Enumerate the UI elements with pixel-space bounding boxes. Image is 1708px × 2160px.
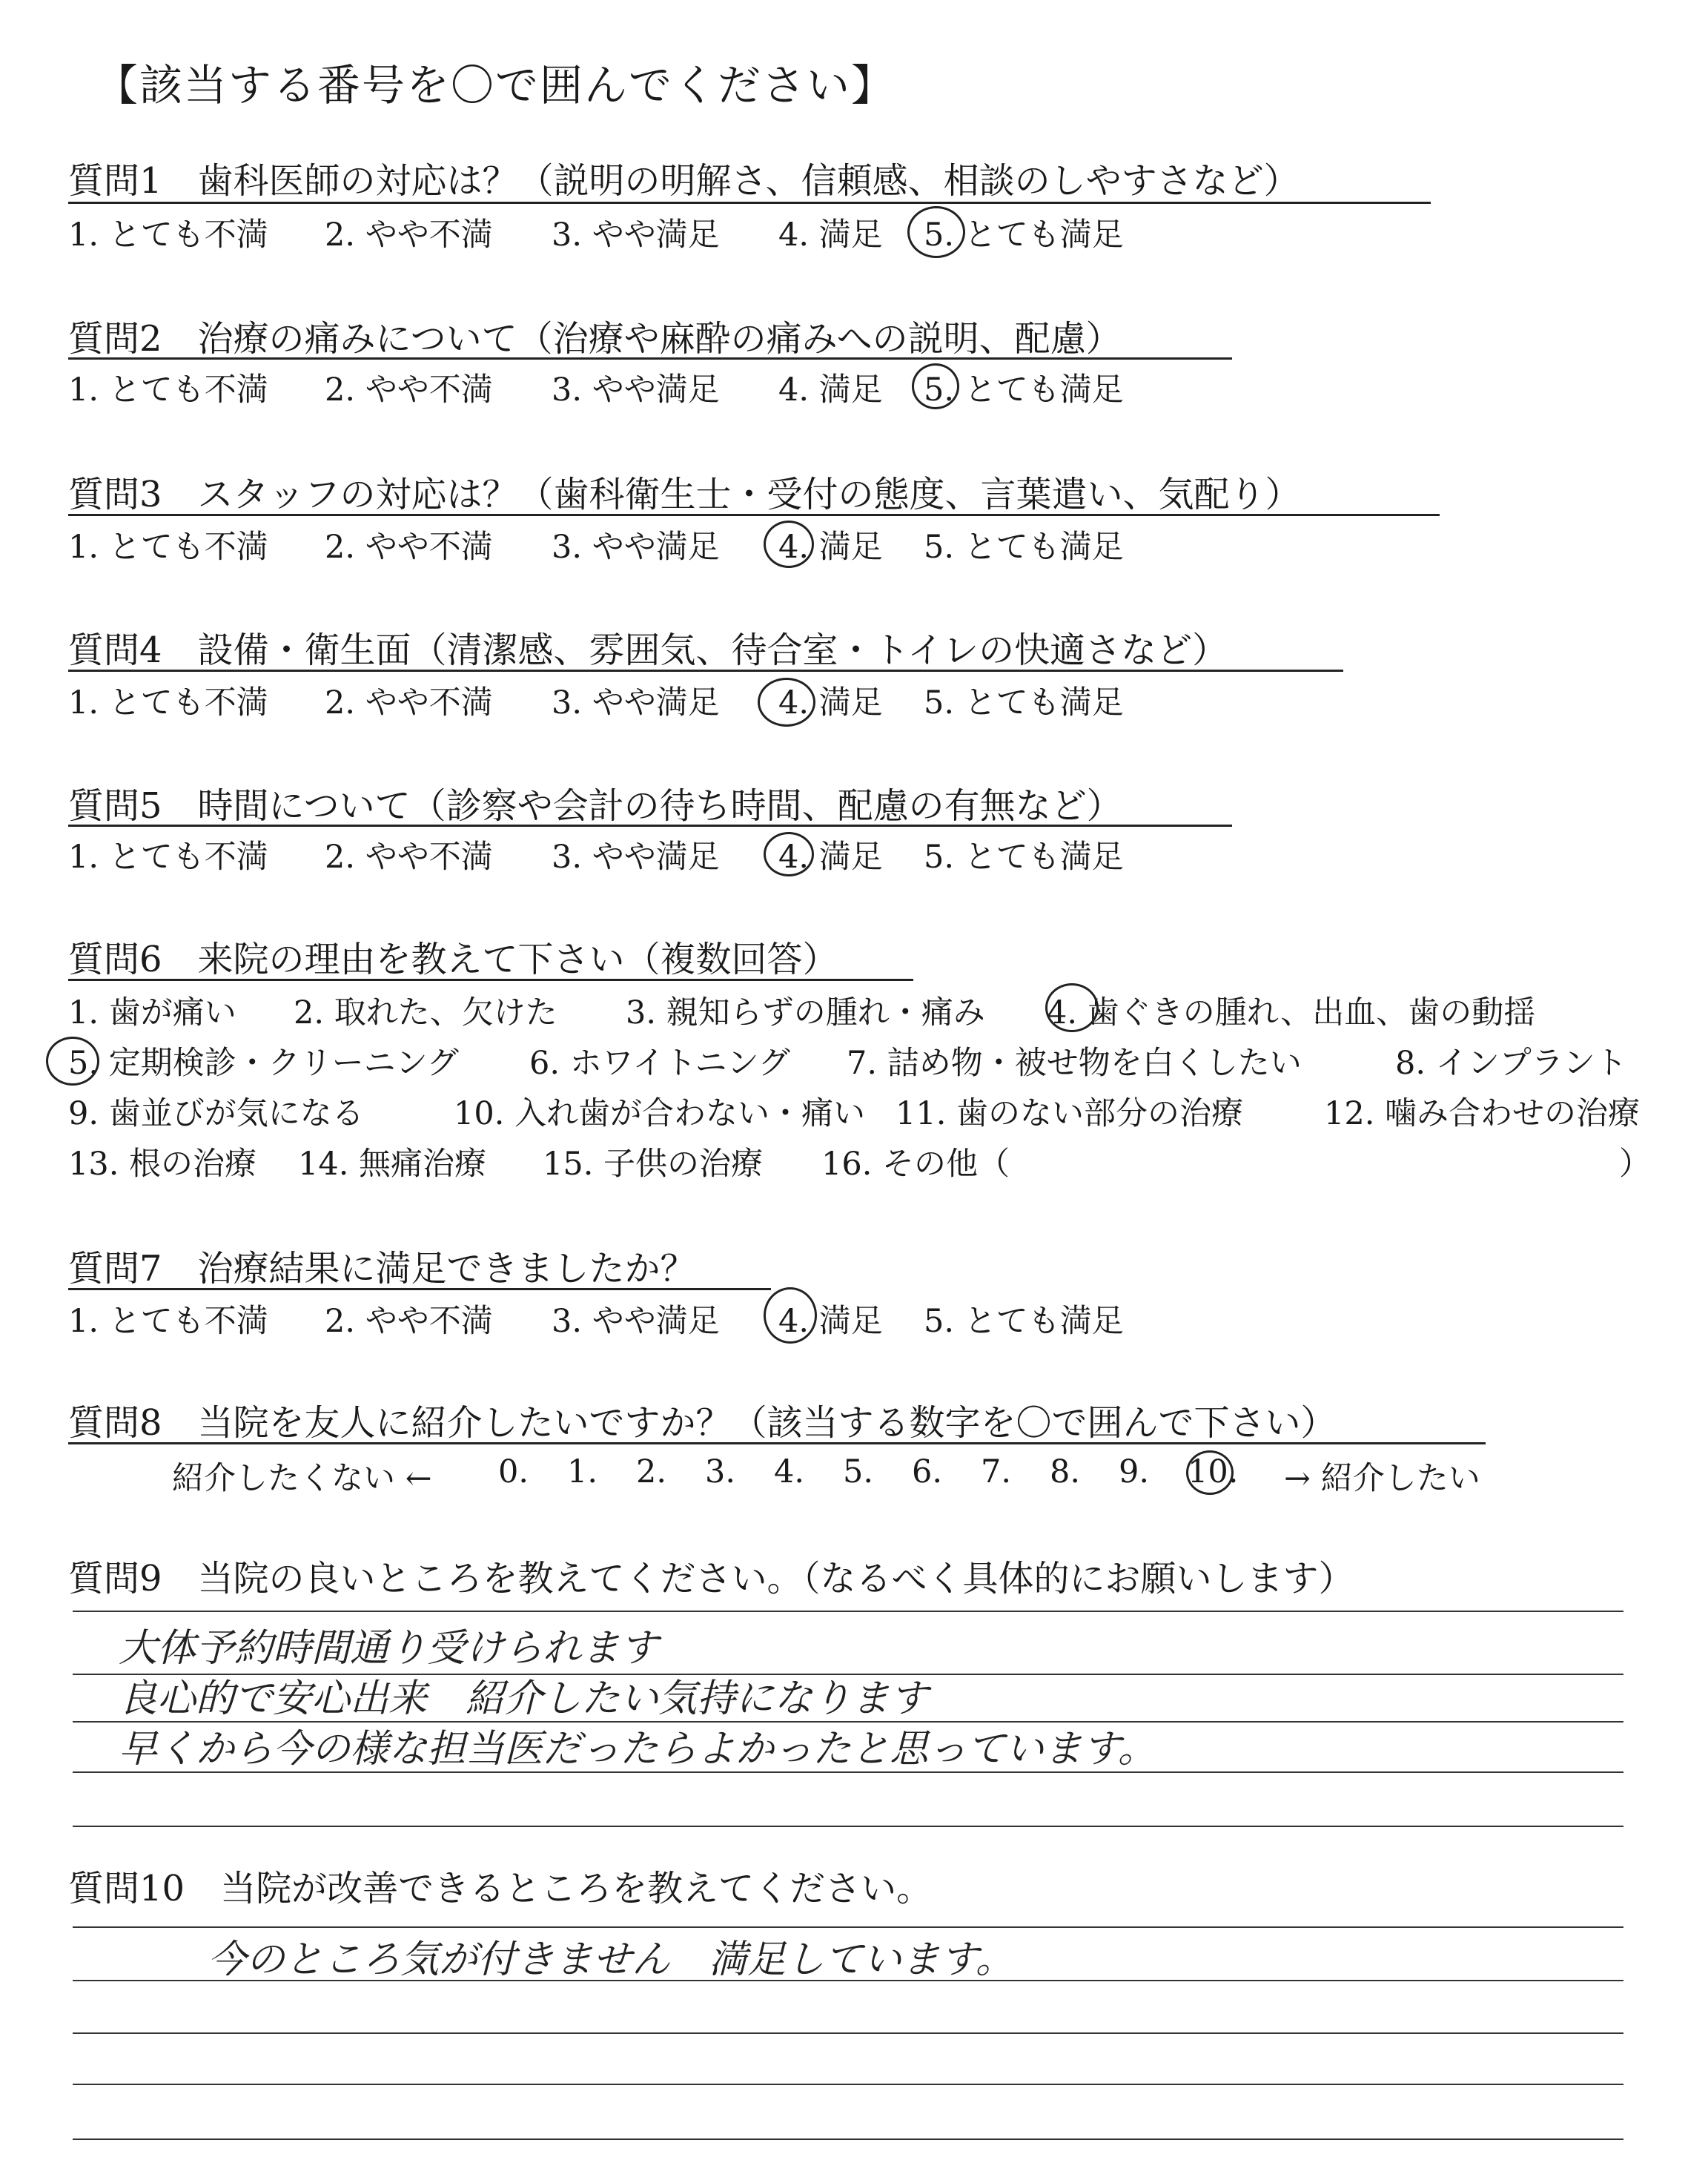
q1-option-5[interactable]: 5. とても満足	[924, 217, 1124, 254]
q6-option-4[interactable]: 4. 歯ぐきの腫れ、出血、歯の動揺	[1047, 994, 1536, 1031]
question-4-options	[68, 678, 1124, 723]
question-7-label: 質問7 治療結果に満足できましたか？	[68, 1248, 696, 1289]
question-8-scale	[172, 1453, 1480, 1499]
q9-answer-text-3[interactable]: 早くから今の様な担当医だったらよかったと思っています。	[119, 1727, 1156, 1771]
q9-answer-text-1[interactable]: 大体予約時間通り受けられます	[119, 1626, 659, 1671]
q8-option-4[interactable]: 4.	[774, 1453, 805, 1490]
q8-option-1[interactable]: 1.	[567, 1453, 598, 1490]
question-4-label: 質問4 設備・衛生面（清潔感、雰囲気、待合室・トイレの快適さなど）	[68, 630, 1228, 671]
question-8-underline	[68, 1442, 1486, 1444]
q10-answer-line-3	[73, 2032, 1623, 2034]
page-title: 【該当する番号を〇で囲んでください】	[95, 60, 896, 110]
q1-option-3[interactable]: 3. やや満足	[552, 217, 720, 254]
q8-right-label: → 紹介したい	[1284, 1460, 1480, 1497]
q6-option-13[interactable]: 13. 根の治療	[68, 1146, 257, 1183]
question-5-underline	[68, 825, 1232, 827]
question-3-options	[68, 522, 1124, 567]
answer-circle-q1	[907, 206, 965, 258]
answer-circle-q6-4	[1045, 983, 1099, 1032]
q6-option-14[interactable]: 14. 無痛治療	[298, 1146, 487, 1183]
q7-option-5[interactable]: 5. とても満足	[924, 1303, 1124, 1340]
question-6-row-4	[68, 1139, 1651, 1184]
question-2-label: 質問2 治療の痛みについて（治療や麻酔の痛みへの説明、配慮）	[68, 318, 1122, 360]
q3-option-3[interactable]: 3. やや満足	[552, 529, 720, 566]
question-6-row-1	[68, 988, 1535, 1033]
q9-answer-line-1	[73, 1611, 1623, 1612]
q8-option-0[interactable]: 0.	[498, 1453, 529, 1490]
q2-option-4[interactable]: 4. 満足	[778, 371, 883, 409]
question-6-row-3	[68, 1089, 1640, 1134]
answer-circle-q8	[1186, 1450, 1234, 1495]
q8-option-2[interactable]: 2.	[636, 1453, 667, 1490]
q7-option-4[interactable]: 4. 満足	[778, 1303, 883, 1340]
q3-option-1[interactable]: 1. とても不満	[68, 529, 268, 566]
q6-option-15[interactable]: 15. 子供の治療	[543, 1146, 764, 1183]
q8-option-3[interactable]: 3.	[705, 1453, 736, 1490]
q5-option-2[interactable]: 2. やや不満	[325, 839, 493, 876]
q10-answer-text-1[interactable]: 今のところ気が付きません 満足しています。	[208, 1938, 1014, 1982]
q6-option-7[interactable]: 7. 詰め物・被せ物を白くしたい	[847, 1045, 1302, 1082]
answer-circle-q4	[758, 678, 815, 727]
question-9-label: 質問9 当院の良いところを教えてください。（なるべく具体的にお願いします）	[68, 1558, 1354, 1599]
question-10-label: 質問10 当院が改善できるところを教えてください。	[68, 1868, 933, 1909]
q7-option-2[interactable]: 2. やや不満	[325, 1303, 493, 1340]
question-4-underline	[68, 670, 1343, 672]
answer-circle-q6-5	[46, 1037, 99, 1086]
question-2-options	[68, 365, 1124, 410]
question-7-options	[68, 1296, 1124, 1341]
q8-option-9[interactable]: 9.	[1119, 1453, 1150, 1490]
q8-option-7[interactable]: 7.	[981, 1453, 1012, 1490]
q4-option-1[interactable]: 1. とても不満	[68, 684, 268, 721]
q6-option-16[interactable]: 16. その他（	[821, 1146, 1010, 1183]
answer-circle-q7	[764, 1287, 817, 1344]
question-5-options	[68, 832, 1124, 877]
q1-option-1[interactable]: 1. とても不満	[68, 217, 268, 254]
q2-option-2[interactable]: 2. やや不満	[325, 371, 493, 409]
q6-option-3[interactable]: 3. 親知らずの腫れ・痛み	[626, 994, 985, 1031]
question-3-underline	[68, 514, 1440, 516]
q3-option-2[interactable]: 2. やや不満	[325, 529, 493, 566]
q7-option-1[interactable]: 1. とても不満	[68, 1303, 268, 1340]
q2-option-3[interactable]: 3. やや満足	[552, 371, 720, 409]
q6-option-2[interactable]: 2. 取れた、欠けた	[294, 994, 557, 1031]
q6-option-9[interactable]: 9. 歯並びが気になる	[68, 1095, 364, 1132]
q4-option-3[interactable]: 3. やや満足	[552, 684, 720, 721]
q3-option-4[interactable]: 4. 満足	[778, 529, 883, 566]
q5-option-5[interactable]: 5. とても満足	[924, 839, 1124, 876]
question-7-underline	[68, 1288, 771, 1290]
q8-option-5[interactable]: 5.	[843, 1453, 874, 1490]
q8-left-label: 紹介したくない ←	[172, 1460, 432, 1497]
q8-option-8[interactable]: 8.	[1050, 1453, 1081, 1490]
question-1-options	[68, 210, 1124, 255]
q1-option-2[interactable]: 2. やや不満	[325, 217, 493, 254]
q5-option-1[interactable]: 1. とても不満	[68, 839, 268, 876]
q2-option-5[interactable]: 5. とても満足	[924, 371, 1124, 409]
answer-circle-q3	[764, 521, 814, 568]
question-1-label: 質問1 歯科医師の対応は？（説明の明解さ、信頼感、相談のしやすさなど）	[68, 160, 1300, 202]
q6-option-6[interactable]: 6. ホワイトニング	[529, 1045, 790, 1082]
q10-answer-line-4	[73, 2084, 1623, 2085]
q3-option-5[interactable]: 5. とても満足	[924, 529, 1124, 566]
q8-option-10[interactable]: 10.	[1188, 1453, 1239, 1490]
answer-circle-q5	[764, 832, 814, 876]
q6-option-11[interactable]: 11. 歯のない部分の治療	[896, 1095, 1244, 1132]
q6-option-1[interactable]: 1. 歯が痛い	[68, 994, 236, 1031]
q4-option-2[interactable]: 2. やや不満	[325, 684, 493, 721]
question-6-underline	[68, 979, 913, 981]
question-1-underline	[68, 202, 1431, 204]
q9-answer-line-5	[73, 1826, 1623, 1827]
answer-circle-q2	[912, 363, 959, 409]
q6-option-5[interactable]: 5. 定期検診・クリーニング	[68, 1045, 459, 1082]
q6-other-close-paren: ）	[1619, 1146, 1651, 1183]
q6-option-8[interactable]: 8. インプラント	[1395, 1045, 1627, 1082]
question-2-underline	[68, 357, 1232, 360]
q2-option-1[interactable]: 1. とても不満	[68, 371, 268, 409]
question-6-row-2	[68, 1038, 1627, 1083]
question-8-label: 質問8 当院を友人に紹介したいですか？（該当する数字を〇で囲んで下さい）	[68, 1402, 1337, 1444]
q4-option-4[interactable]: 4. 満足	[778, 684, 883, 721]
q8-option-6[interactable]: 6.	[912, 1453, 943, 1490]
q6-option-12[interactable]: 12. 噛み合わせの治療	[1324, 1095, 1641, 1132]
q7-option-3[interactable]: 3. やや満足	[552, 1303, 720, 1340]
question-3-label: 質問3 スタッフの対応は？（歯科衛生士・受付の態度、言葉遣い、気配り）	[68, 474, 1301, 515]
q10-answer-line-5	[73, 2138, 1623, 2140]
q5-option-4[interactable]: 4. 満足	[778, 839, 883, 876]
q6-option-10[interactable]: 10. 入れ歯が合わない・痛い	[454, 1095, 866, 1132]
q5-option-3[interactable]: 3. やや満足	[552, 839, 720, 876]
q4-option-5[interactable]: 5. とても満足	[924, 684, 1124, 721]
q9-answer-text-2[interactable]: 良心的で安心出来 紹介したい気持になります	[119, 1677, 929, 1721]
question-5-label: 質問5 時間について（診察や会計の待ち時間、配慮の有無など）	[68, 785, 1122, 827]
q1-option-4[interactable]: 4. 満足	[778, 217, 883, 254]
question-6-label: 質問6 来院の理由を教えて下さい（複数回答）	[68, 939, 838, 980]
